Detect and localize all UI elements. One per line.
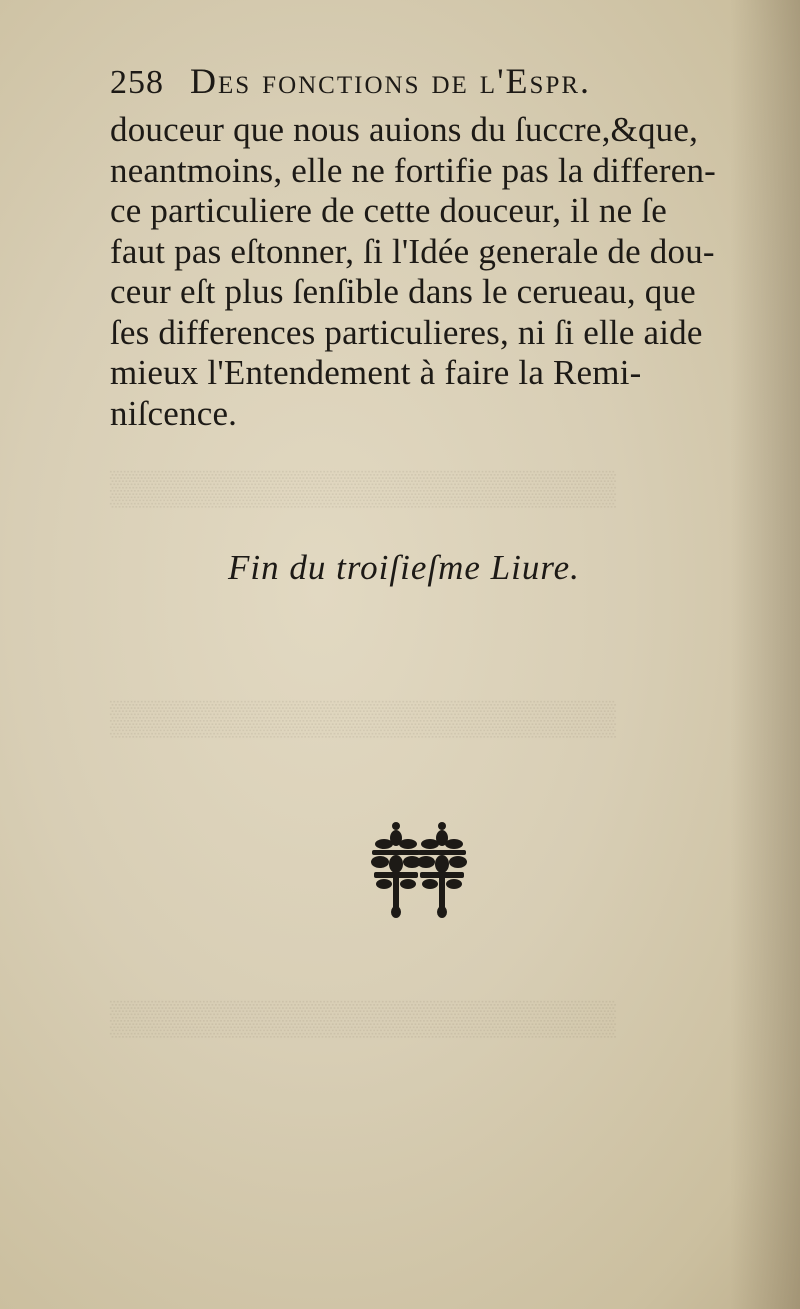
running-title: Des fonctions de l'Espr.	[190, 61, 592, 101]
text-line: mieux l'Entendement à faire la Remi-	[110, 353, 642, 392]
bleed-through-texture: ▒▒▒▒▒▒▒▒▒▒▒▒▒▒▒▒▒▒▒▒▒	[110, 700, 616, 737]
page-number: 258	[110, 64, 164, 101]
body-text	[110, 110, 750, 434]
text-line: neantmoins, elle ne fortifie pas la differen-	[110, 150, 717, 190]
text-line: douceur que nous auions du ſuccre,&que,	[110, 110, 699, 149]
floral-fleuron-ornament-icon	[362, 818, 472, 928]
bleed-through-texture: ▒▒▒▒▒▒▒▒▒▒▒▒▒▒▒▒▒▒▒▒▒	[110, 470, 616, 507]
text-line: ſes differences particulieres, ni ſi elle aide	[110, 312, 703, 352]
text-line: faut pas eſtonner, ſi l'Idée generale de dou-	[110, 231, 715, 271]
text-line: ceur eſt plus ſenſible dans le cerueau, que	[110, 272, 696, 311]
text-line: niſcence.	[110, 393, 238, 433]
running-header	[110, 60, 730, 102]
colophon-end-of-book: Fin du troiſieſme Liure.	[228, 548, 580, 587]
bleed-through-texture: ▒▒▒▒▒▒▒▒▒▒▒▒▒▒▒▒▒▒▒▒▒	[110, 1000, 616, 1037]
text-line: ce particuliere de cette douceur, il ne ſe	[110, 191, 667, 230]
